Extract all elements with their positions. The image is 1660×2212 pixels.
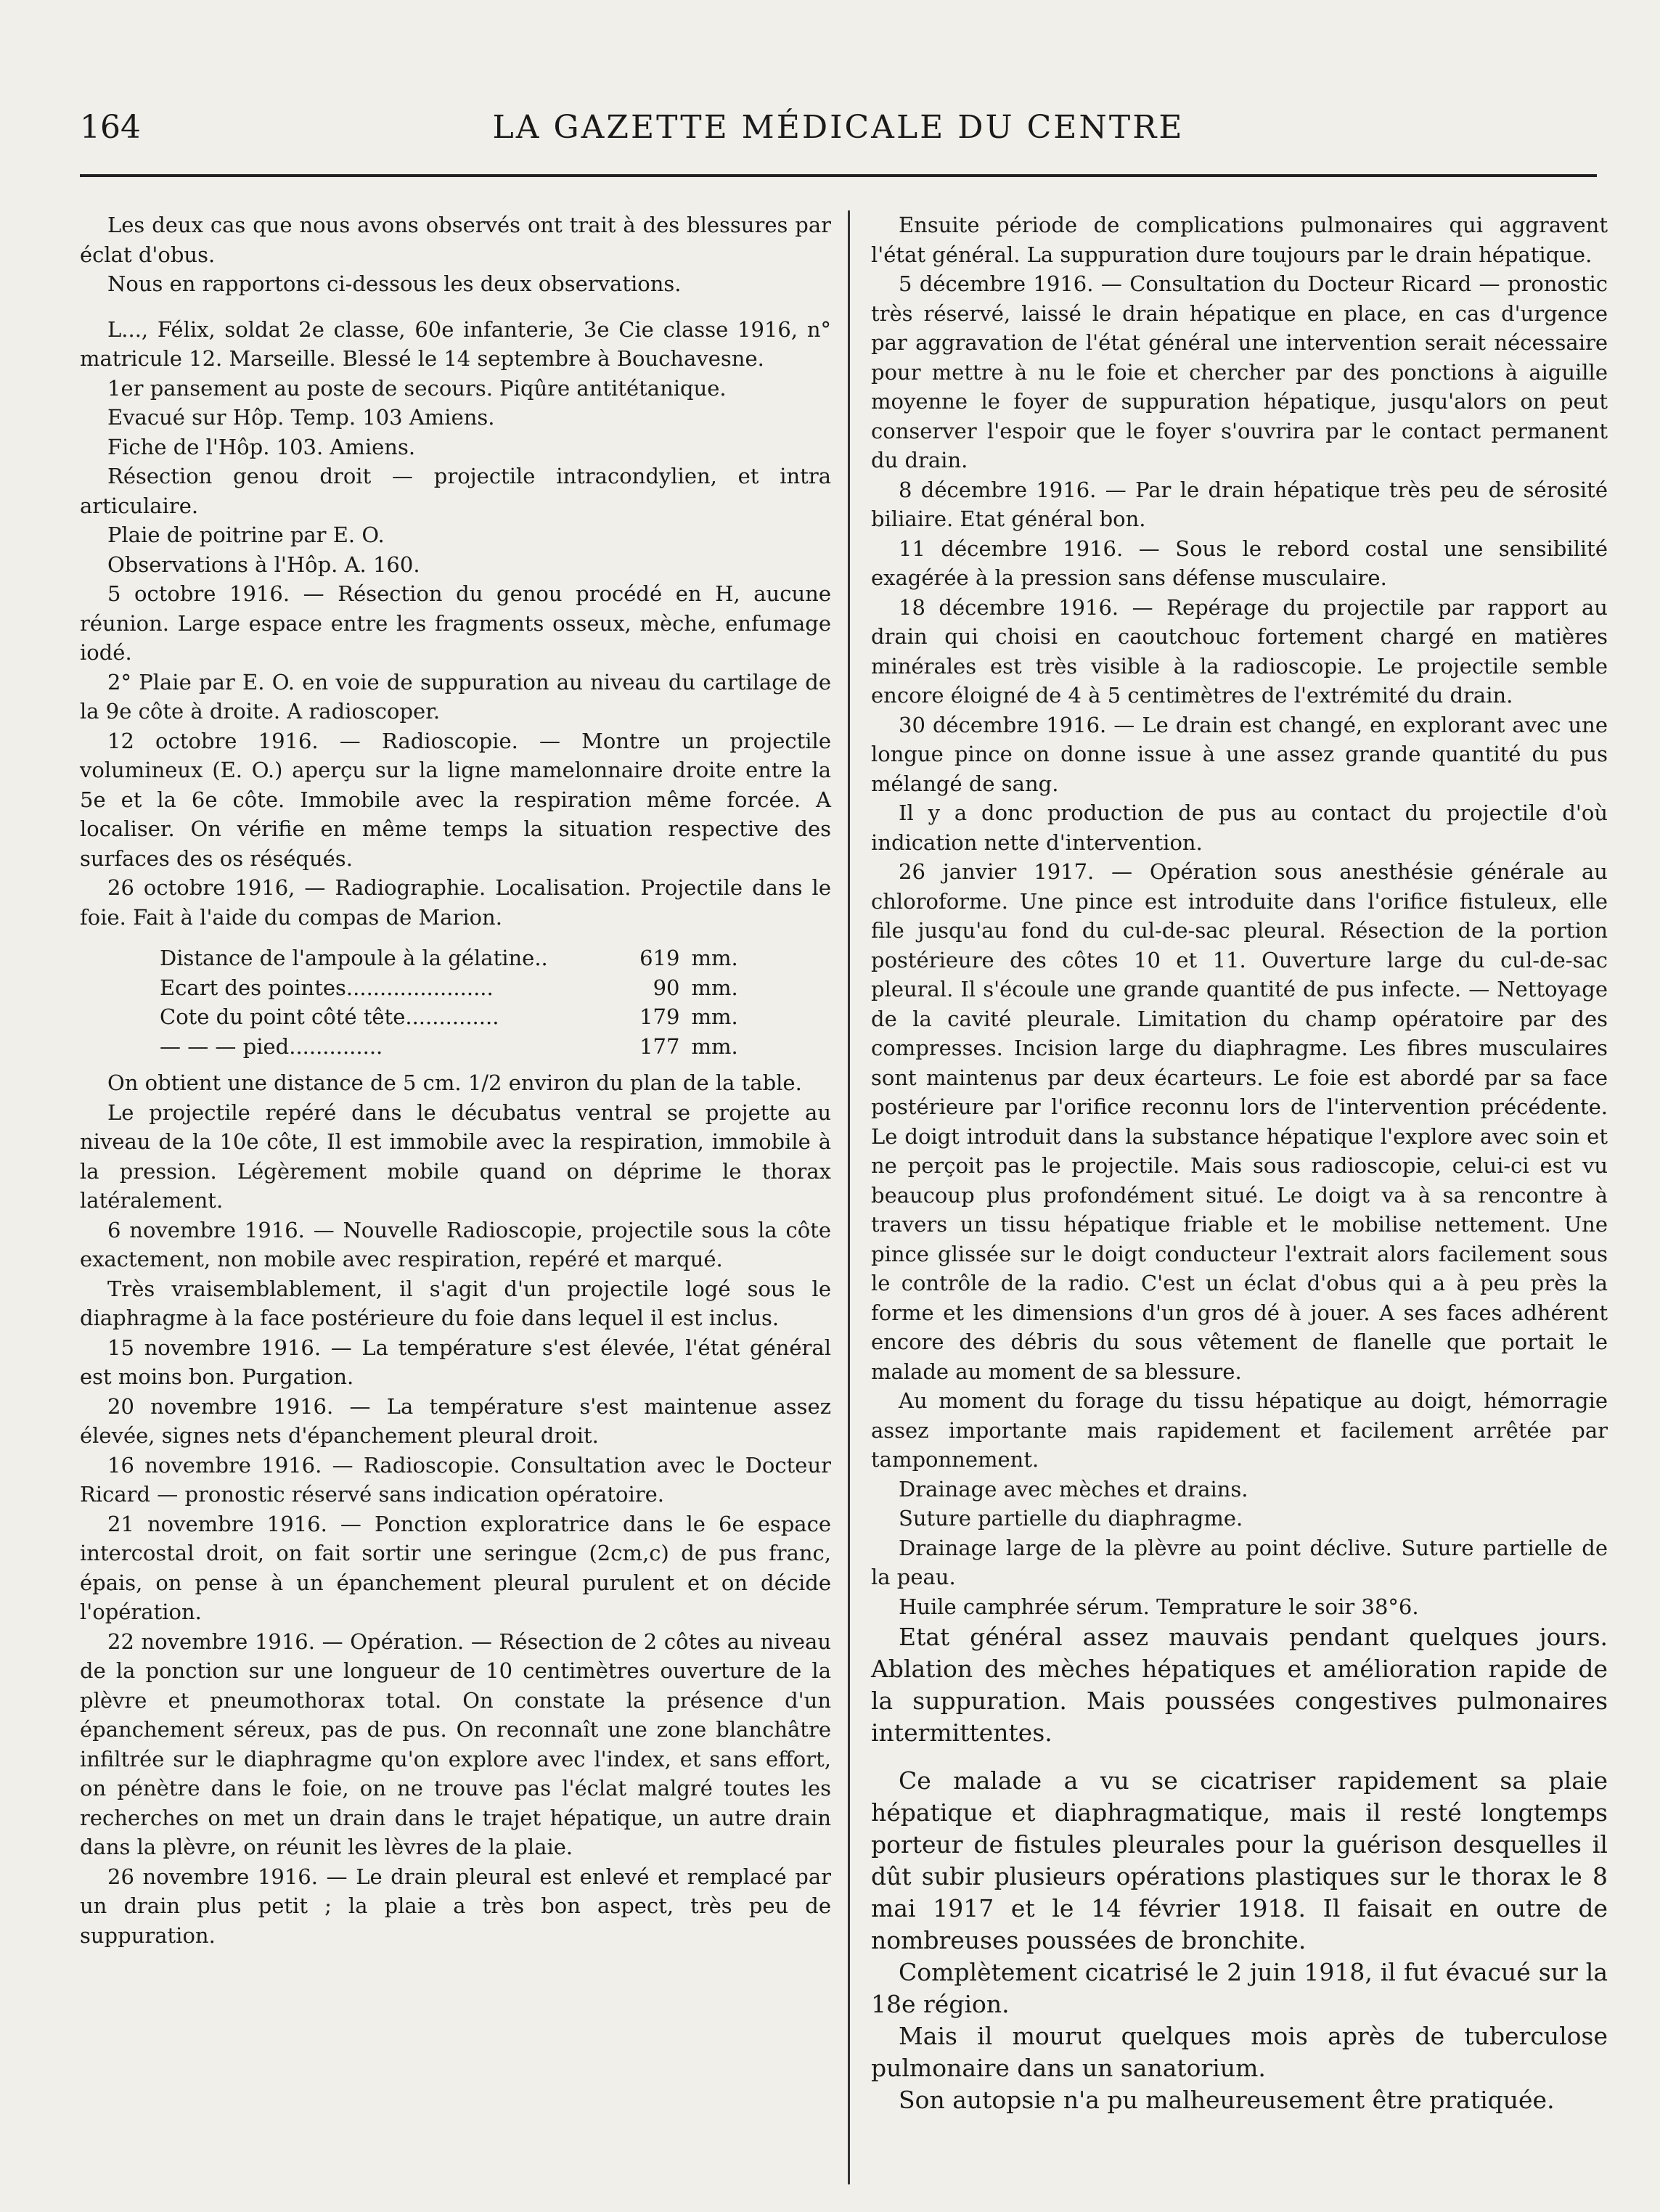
page-header — [80, 109, 1597, 160]
measurement-row — [160, 943, 755, 973]
paragraph: Drainage avec mèches et drains. — [899, 1476, 1248, 1502]
paragraph: Le projectile repéré dans le décubatus ventral se projette au niveau de la 10e côte, Il est immobile avec la respiration, immobile à la pression. Légèrement mobile quand on déprime le thorax latéralement. — [80, 1099, 831, 1213]
paragraph: 11 décembre 1916. — Sous le rebord costal une sensibilité exagérée à la pression sans défense musculaire. — [871, 536, 1608, 590]
measurement-row — [160, 1032, 755, 1062]
paragraph: 12 octobre 1916. — Radioscopie. — Montre un projectile volumineux (E. O.) aperçu sur la ligne mamelonnaire droite entre la 5e et la 6e côte. Immobile avec la respiration même forcée. A localiser. On vérifie en même temps la situation respective des surfaces des os réséqués. — [80, 728, 831, 871]
paragraph: 30 décembre 1916. — Le drain est changé, en explorant avec une longue pince on donne issue à une assez grande quantité du pus mélangé de sang. — [871, 712, 1608, 796]
paragraph: 6 novembre 1916. — Nouvelle Radioscopie, projectile sous la côte exactement, non mobile avec respiration, repéré et marqué. — [80, 1217, 831, 1271]
column-divider — [848, 210, 850, 2184]
paragraph: 26 janvier 1917. — Opération sous anesthésie générale au chloroforme. Une pince est introduite dans l'orifice fistuleux, elle file jusqu'au fond du cul-de-sac pleural. Résection de la portion postérieure des côtes 10 et 11. Ouverture large du cul-de-sac pleural. Il s'écoule une grande quantité de pus infecte. — Nettoyage de la cavité pleurale. Limitation du champ opératoire par des compresses. Incision large du diaphragme. Les fibres musculaires sont maintenus par deux écarteurs. Le foie est abordé par sa face postérieure par l'orifice reconnu lors de l'intervention précédente. Le doigt introduit dans la substance hépatique l'explore avec soin et ne perçoit pas le projectile. Mais sous radioscopie, celui-ci est vu beaucoup plus profondément situé. Le doigt va à sa rencontre à travers un tissu hépatique friable et le mobilise nettement. Une pince glissée sur le doigt conducteur l'extrait alors facilement sous le contrôle de la radio. C'est un éclat d'obus qui a à peu près la forme et les dimensions d'un gros dé à jouer. A ses faces adhérent encore des débris du sous vêtement de flanelle que portait le malade au moment de sa blessure. — [871, 859, 1608, 1384]
paragraph: 20 novembre 1916. — La température s'est maintenue assez élevée, signes nets d'épanchement pleural droit. — [80, 1393, 831, 1448]
paragraph: 15 novembre 1916. — La température s'est élevée, l'état général est moins bon. Purgation. — [80, 1335, 831, 1389]
paragraph: Plaie de poitrine par E. O. — [107, 523, 385, 547]
measurement-label: — — — pied.............. — [160, 1033, 383, 1059]
paragraph: Fiche de l'Hôp. 103. Amiens. — [107, 434, 416, 459]
measurement-value: 619 — [639, 946, 680, 970]
measurements-table — [160, 943, 755, 1061]
measurement-unit: mm. — [691, 1004, 738, 1029]
paragraph: 2° Plaie par E. O. en voie de suppuration au niveau du cartilage de la 9e côte à droite. A radioscoper. — [80, 669, 831, 724]
measurement-value: 90 — [653, 975, 680, 1000]
paragraph: 16 novembre 1916. — Radioscopie. Consultation avec le Docteur Ricard — pronostic réservé sans indication opératoire. — [80, 1452, 831, 1507]
measurement-unit: mm. — [691, 975, 738, 1000]
paragraph: Nous en rapportons ci-dessous les deux observations. — [107, 271, 682, 296]
paragraph: On obtient une distance de 5 cm. 1/2 environ du plan de la table. — [107, 1070, 802, 1095]
measurement-label: Cote du point côté tête.............. — [160, 1004, 499, 1029]
paragraph: 26 novembre 1916. — Le drain pleural est enlevé et remplacé par un drain plus petit ; la plaie a très bon aspect, très peu de suppuration. — [80, 1864, 831, 1948]
paragraph: Ensuite période de complications pulmonaires qui aggravent l'état général. La suppuration dure toujours par le drain hépatique. — [871, 213, 1608, 267]
paragraph: 5 décembre 1916. — Consultation du Docteur Ricard — pronostic très réservé, laissé le drain hépatique en place, en cas d'urgence par aggravation de l'état général une intervention serait nécessaire pour mettre à nu le foie et chercher par des ponctions à aiguille moyenne le foyer de suppuration hépatique, jusqu'alors on peut conserver l'espoir que le foyer s'ouvrira par le contact permanent du drain. — [871, 271, 1608, 472]
paragraph: Son autopsie n'a pu malheureusement être pratiquée. — [899, 2086, 1555, 2114]
measurement-unit: mm. — [691, 946, 738, 970]
measurement-label: Distance de l'ampoule à la gélatine.. — [160, 946, 548, 970]
measurement-row — [160, 1002, 755, 1032]
measurement-value: 179 — [639, 1004, 680, 1029]
paragraph: 5 octobre 1916. — Résection du genou procédé en H, aucune réunion. Large espace entre les fragments osseux, mèche, enfumage iodé. — [80, 581, 831, 665]
paragraph: Drainage large de la plèvre au point déclive. Suture partielle de la peau. — [871, 1535, 1608, 1589]
journal-title: LA GAZETTE MÉDICALE DU CENTRE — [492, 109, 1185, 146]
measurement-label: Ecart des pointes...................... — [160, 975, 494, 1000]
paragraph: Très vraisemblablement, il s'agit d'un projectile logé sous le diaphragme à la face postérieure du foie dans lequel il est inclus. — [80, 1276, 831, 1330]
paragraph: 8 décembre 1916. — Par le drain hépatique très peu de sérosité biliaire. Etat général bon. — [871, 477, 1608, 531]
paragraph: Les deux cas que nous avons observés ont trait à des blessures par éclat d'obus. — [80, 213, 831, 267]
paragraph: Huile camphrée sérum. Temprature le soir 38°6. — [899, 1594, 1419, 1619]
paragraph: Etat général assez mauvais pendant quelques jours. Ablation des mèches hépatiques et amélioration rapide de la suppuration. Mais poussées congestives pulmonaires intermittentes. — [871, 1623, 1608, 1747]
measurement-unit: mm. — [691, 1033, 738, 1059]
paragraph: 18 décembre 1916. — Repérage du projectile par rapport au drain qui choisi en caoutchouc fortement chargé en matières minérales est très visible à la radioscopie. Le projectile semble encore éloigné de 4 à 5 centimètres de l'extrémité du drain. — [871, 594, 1608, 708]
paragraph: 26 octobre 1916, — Radiographie. Localisation. Projectile dans le foie. Fait à l'aide du compas de Marion. — [80, 875, 831, 930]
measurement-value: 177 — [639, 1033, 680, 1059]
paragraph: Observations à l'Hôp. A. 160. — [107, 552, 420, 577]
paragraph: 22 novembre 1916. — Opération. — Résection de 2 côtes au niveau de la ponction sur une longueur de 10 centimètres ouverture de la plèvre et pneumothorax total. On constate la présence d'un épanchement séreux, pas de pus. On reconnaît une zone blanchâtre infiltrée sur le diaphragme qu'on explore avec l'index, et sans effort, on pénètre dans le foie, on ne trouve pas l'éclat malgré toutes les recherches on met un drain dans le trajet hépatique, un autre drain dans la plèvre, on réunit les lèvres de la plaie. — [80, 1629, 831, 1859]
right-column — [871, 210, 1608, 2116]
paragraph: Complètement cicatrisé le 2 juin 1918, il fut évacué sur la 18e région. — [871, 1958, 1608, 2018]
paragraph: Evacué sur Hôp. Temp. 103 Amiens. — [107, 405, 495, 430]
paragraph: Au moment du forage du tissu hépatique au doigt, hémorragie assez importante mais rapidement et facilement arrêtée par tamponnement. — [871, 1388, 1608, 1472]
paragraph: 1er pansement au poste de secours. Piqûre antitétanique. — [107, 375, 727, 401]
paragraph: Ce malade a vu se cicatriser rapidement sa plaie hépatique et diaphragmatique, mais il resté longtemps porteur de fistules pleurales pour la guérison desquelles il dût subir plusieurs opérations plastiques sur le thorax le 8 mai 1917 et le 14 février 1918. Il faisait en outre de nombreuses poussées de bronchite. — [871, 1766, 1608, 1954]
paragraph: Résection genou droit — projectile intracondylien, et intra articulaire. — [80, 464, 831, 518]
measurement-row — [160, 973, 755, 1003]
page-number: 164 — [80, 109, 141, 146]
paragraph: Il y a donc production de pus au contact du projectile d'où indication nette d'intervention. — [871, 800, 1608, 855]
header-rule — [80, 174, 1597, 177]
paragraph: L..., Félix, soldat 2e classe, 60e infanterie, 3e Cie classe 1916, n° matricule 12. Marseille. Blessé le 14 septembre à Bouchavesne. — [80, 316, 831, 371]
left-column — [80, 210, 831, 1950]
paragraph: Suture partielle du diaphragme. — [899, 1506, 1243, 1531]
paragraph: Mais il mourut quelques mois après de tuberculose pulmonaire dans un sanatorium. — [871, 2022, 1608, 2082]
paragraph: 21 novembre 1916. — Ponction exploratrice dans le 6e espace intercostal droit, on fait sortir une seringue (2cm,c) de pus franc, épais, on pense à un épanchement pleural purulent et on décide l'opération. — [80, 1511, 831, 1624]
